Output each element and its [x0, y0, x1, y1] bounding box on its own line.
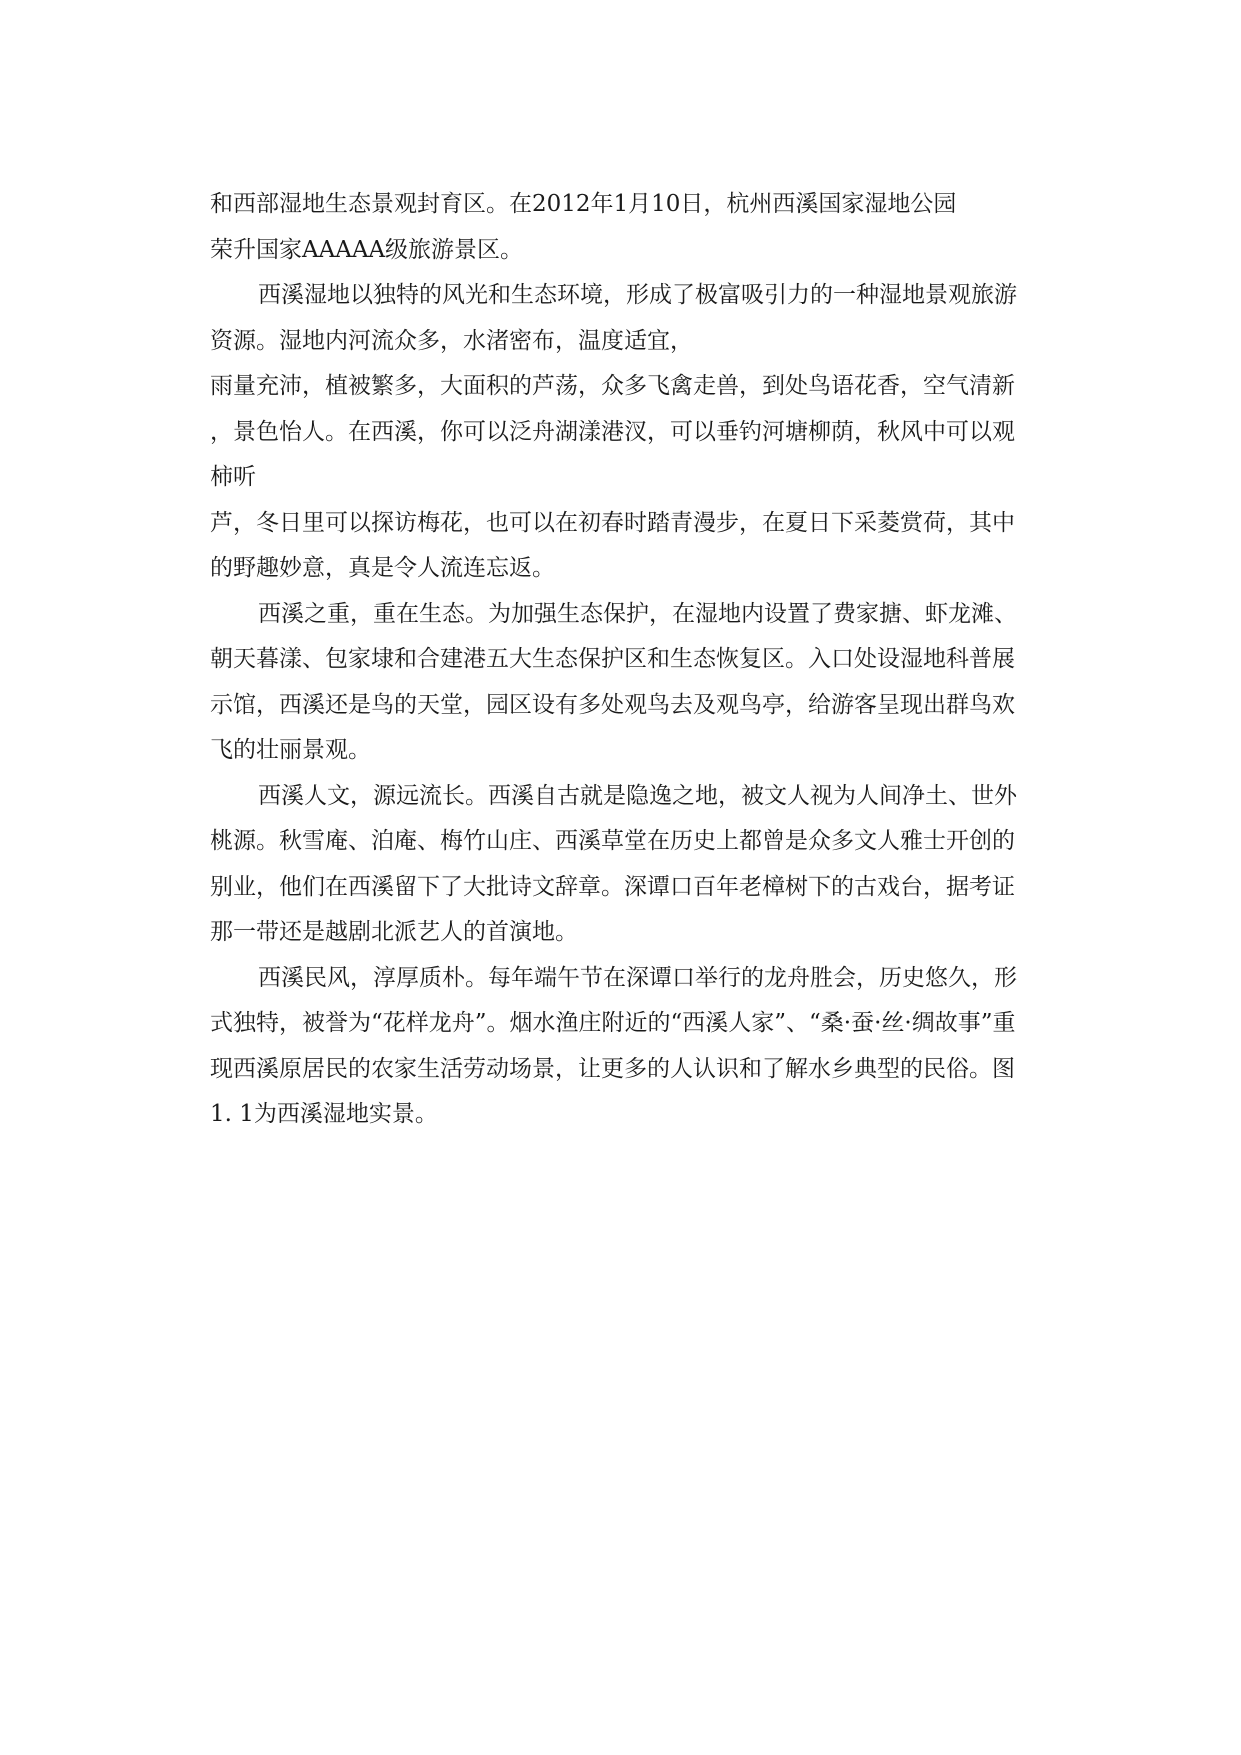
text-line: ，景色怡人。在西溪，你可以泛舟湖漾港汊，可以垂钓河塘柳荫，秋风中可以观 [210, 418, 1015, 445]
text-line: 那一带还是越剧北派艺人的首演地。 [210, 919, 578, 945]
text-line: 1. 1为西溪湿地实景。 [210, 1101, 438, 1127]
text-line: 桃源。秋雪庵、泊庵、梅竹山庄、西溪草堂在历史上都曾是众多文人雅士开创的 [210, 828, 1015, 854]
text-line: 西溪湿地以独特的风光和生态环境，形成了极富吸引力的一种湿地景观旅游 [258, 282, 1017, 308]
text-line: 西溪之重，重在生态。为加强生态保护，在湿地内设置了费家搪、虾龙滩、 [258, 600, 1017, 627]
text-line: 和西部湿地生态景观封育区。在2012年1月10日，杭州西溪国家湿地公园 [210, 191, 957, 217]
text-line: 资源。湿地内河流众多，水渚密布，温度适宜， [210, 327, 693, 354]
text-line: 西溪民风，淳厚质朴。每年端午节在深谭口举行的龙舟胜会，历史悠久，形 [258, 964, 1017, 991]
text-line: 别业，他们在西溪留下了大批诗文辞章。深谭口百年老樟树下的古戏台，据考证 [210, 873, 1015, 900]
text-line: 西溪人文，源远流长。西溪自古就是隐逸之地，被文人视为人间净土、世外 [258, 782, 1017, 809]
text-line: 现西溪原居民的农家生活劳动场景，让更多的人认识和了解水乡典型的民俗。图 [210, 1055, 1015, 1082]
text-line: 示馆，西溪还是鸟的天堂，园区设有多处观鸟去及观鸟亭，给游客呈现出群鸟欢 [210, 691, 1015, 718]
text-line: 雨量充沛，植被繁多，大面积的芦荡，众多飞禽走兽，到处鸟语花香，空气清新 [210, 373, 1015, 399]
body-text [210, 182, 1090, 1138]
text-line: 飞的壮丽景观。 [210, 737, 371, 763]
text-line: 荣升国家AAAAA级旅游景区。 [210, 236, 524, 263]
text-line: 柿听 [210, 464, 256, 490]
text-line: 朝天暮漾、包家埭和合建港五大生态保护区和生态恢复区。入口处设湿地科普展 [210, 646, 1015, 672]
text-line: 的野趣妙意，真是令人流连忘返。 [210, 555, 555, 581]
text-line: 芦，冬日里可以探访梅花，也可以在初春时踏青漫步，在夏日下采菱赏荷，其中 [210, 509, 1015, 536]
text-line: 式独特，被誉为“花样龙舟”。烟水渔庄附近的“西溪人家”、“桑·蚕·丝·绸故事”重 [210, 1010, 1016, 1036]
